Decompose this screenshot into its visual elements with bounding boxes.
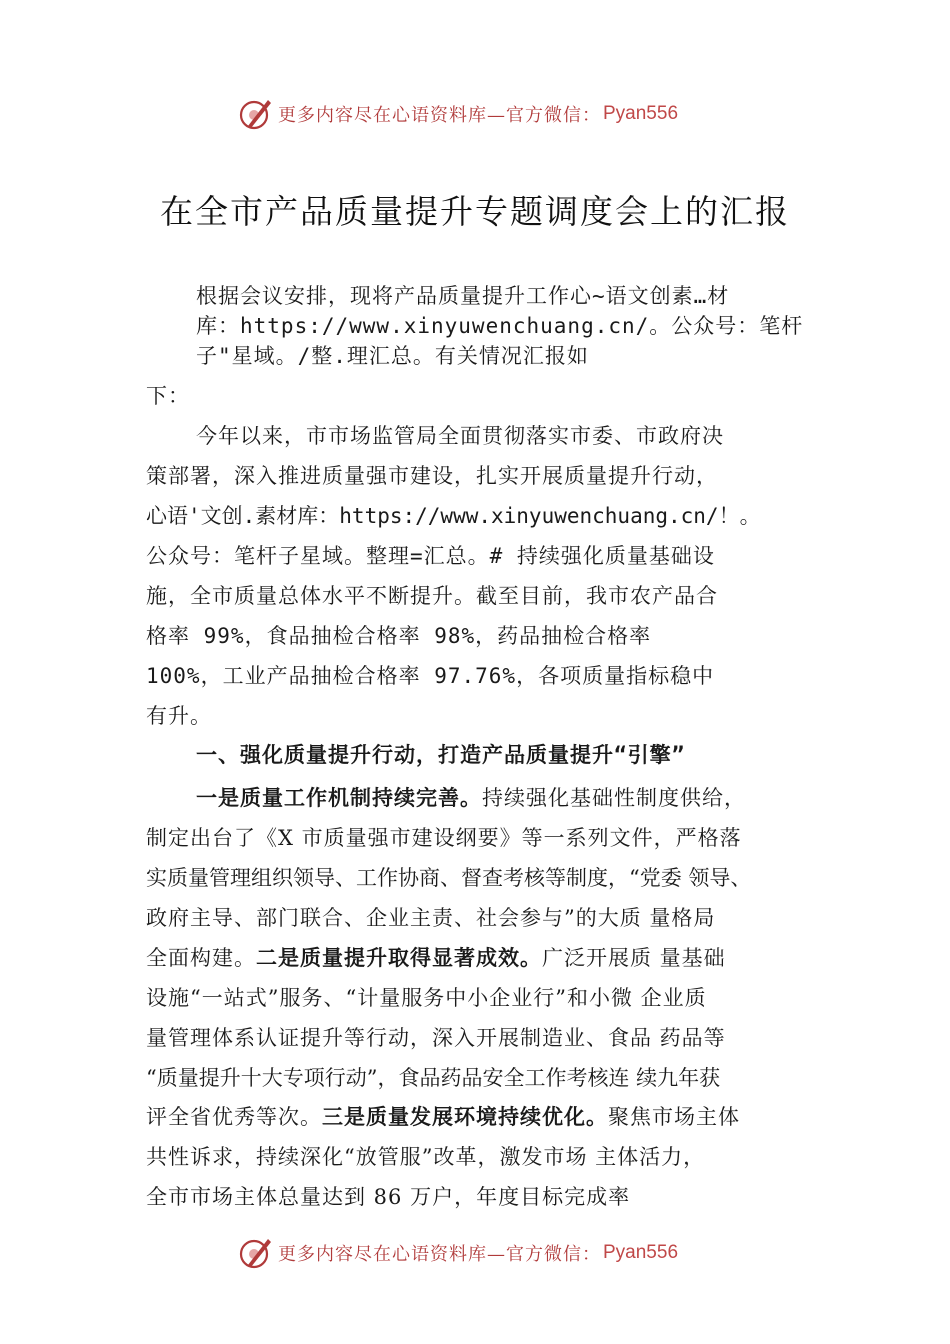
paragraph-line: 实质量管理组织领导、工作协商、督查考核等制度，“党委 领导、 <box>146 866 752 890</box>
paragraph-line: 子"星域。/整.理汇总。有关情况汇报如 <box>196 344 589 368</box>
line-text: 评全省优秀等次。 <box>146 1105 322 1129</box>
line-text: 广泛开展质 量基础 <box>542 946 726 970</box>
watermark-wechat-id: Pyan556 <box>603 1242 679 1263</box>
paragraph-line: 有升。 <box>146 704 212 728</box>
section-heading: 一、强化质量提升行动，打造产品质量提升“引擎” <box>196 743 686 767</box>
watermark-wechat-id: Pyan556 <box>603 103 679 124</box>
line-text: 聚焦市场主体 <box>608 1105 740 1129</box>
pen-logo-icon <box>238 1235 274 1271</box>
paragraph-line: 设施“一站式”服务、“计量服务中小企业行”和小微 企业质 <box>146 986 707 1010</box>
paragraph-line: 心语'文创.素材库：https://www.xinyuwenchuang.cn/！。 <box>146 504 761 528</box>
paragraph-line <box>196 783 746 813</box>
paragraph-line: 共性诉求，持续深化“放管服”改革，激发市场 主体活力， <box>146 1145 706 1169</box>
watermark-banner-top <box>238 94 758 134</box>
paragraph-line: 施，全市质量总体水平不断提升。截至目前，我市农产品合 <box>146 584 718 608</box>
watermark-banner-bottom <box>238 1233 758 1273</box>
paragraph-line: 策部署，深入推进质量强市建设，扎实开展质量提升行动， <box>146 464 718 488</box>
line-text: 持续强化基础性制度供给， <box>482 786 746 810</box>
paragraph-line: 今年以来，市市场监管局全面贯彻落实市委、市政府决 <box>196 424 724 448</box>
bold-lead: 一是质量工作机制持续完善。 <box>196 785 482 810</box>
line-text: 全面构建。 <box>146 946 256 970</box>
paragraph-line: 根据会议安排，现将产品质量提升工作心~语文创素…材 <box>196 284 730 308</box>
paragraph-line <box>146 1102 740 1132</box>
pen-logo-icon <box>238 96 274 132</box>
paragraph-line: 全市市场主体总量达到 86 万户，年度目标完成率 <box>146 1185 631 1209</box>
bold-lead: 三是质量发展环境持续优化。 <box>322 1104 608 1129</box>
paragraph-line: 制定出台了《X 市质量强市建设纲要》等一系列文件，严格落 <box>146 826 742 850</box>
bold-lead: 二是质量提升取得显著成效。 <box>256 945 542 970</box>
paragraph-line: 100%，工业产品抽检合格率 97.76%，各项质量指标稳中 <box>146 664 715 688</box>
watermark-text: 更多内容尽在心语资料库—官方微信： <box>278 1244 601 1265</box>
paragraph-line: “质量提升十大专项行动”，食品药品安全工作考核连 续九年获 <box>146 1066 721 1090</box>
paragraph-line: 库：https://www.xinyuwenchuang.cn/。公众号：笔杆 <box>196 314 804 338</box>
paragraph-line: 公众号：笔杆子星域。整理=汇总。# 持续强化质量基础设 <box>146 544 715 568</box>
document-title: 在全市产品质量提升专题调度会上的汇报 <box>160 192 790 231</box>
paragraph-line: 下： <box>146 384 190 408</box>
paragraph-line: 格率 99%，食品抽检合格率 98%，药品抽检合格率 <box>146 624 652 648</box>
paragraph-line <box>146 943 726 973</box>
paragraph-line: 政府主导、部门联合、企业主责、社会参与”的大质 量格局 <box>146 906 716 930</box>
paragraph-line: 量管理体系认证提升等行动，深入开展制造业、食品 药品等 <box>146 1026 726 1050</box>
watermark-text: 更多内容尽在心语资料库—官方微信： <box>278 105 601 126</box>
